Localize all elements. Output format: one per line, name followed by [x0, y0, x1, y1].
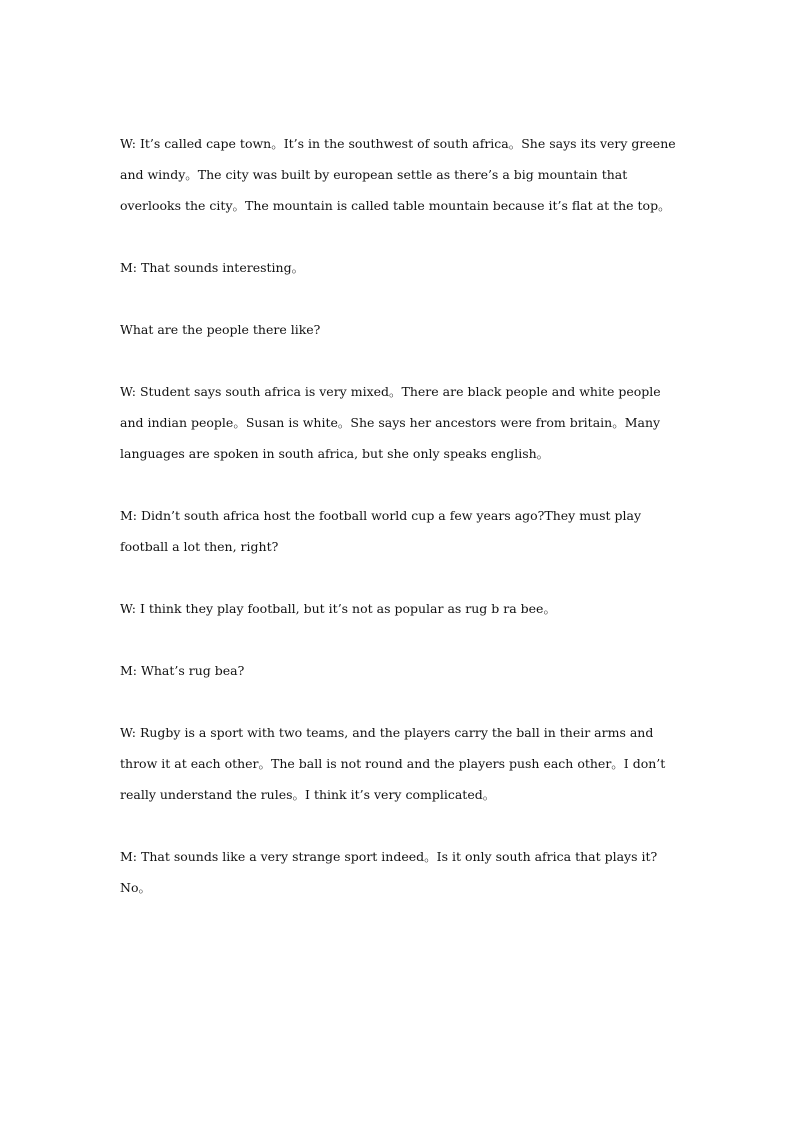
document-body [120, 128, 676, 934]
paragraph-3: What are the people there like? [120, 322, 321, 337]
paragraph-5: M: Didn’t south africa host the football world cup a few years ago?They must play football a lot then, right? [120, 508, 642, 554]
paragraph-7: M: What’s rug bea? [120, 663, 245, 678]
paragraph-2: M: That sounds interesting。 [120, 260, 305, 275]
paragraph-9: M: That sounds like a very strange sport indeed。Is it only south africa that plays it?No。 [120, 849, 658, 895]
paragraph-6: W: I think they play football, but it’s not as popular as rug b ra bee。 [120, 601, 556, 616]
paragraph-4: W: Student says south africa is very mixed。There are black people and white people and indian people。Susan is white。She says her ancestors were from britain。Many languages are spoken in south africa, but she only speaks english。 [120, 384, 661, 461]
paragraph-1: W: It’s called cape town。It’s in the southwest of south africa。She says its very greene and windy。The city was built by european settle as there’s a big mountain that overlooks the city。The mountain is called table mountain because it’s flat at the top。 [120, 136, 676, 213]
paragraph-8: W: Rugby is a sport with two teams, and the players carry the ball in their arms and throw it at each other。The ball is not round and the players push each other。I don’t really understand the rules。I think it’s very complicated。 [120, 725, 666, 802]
